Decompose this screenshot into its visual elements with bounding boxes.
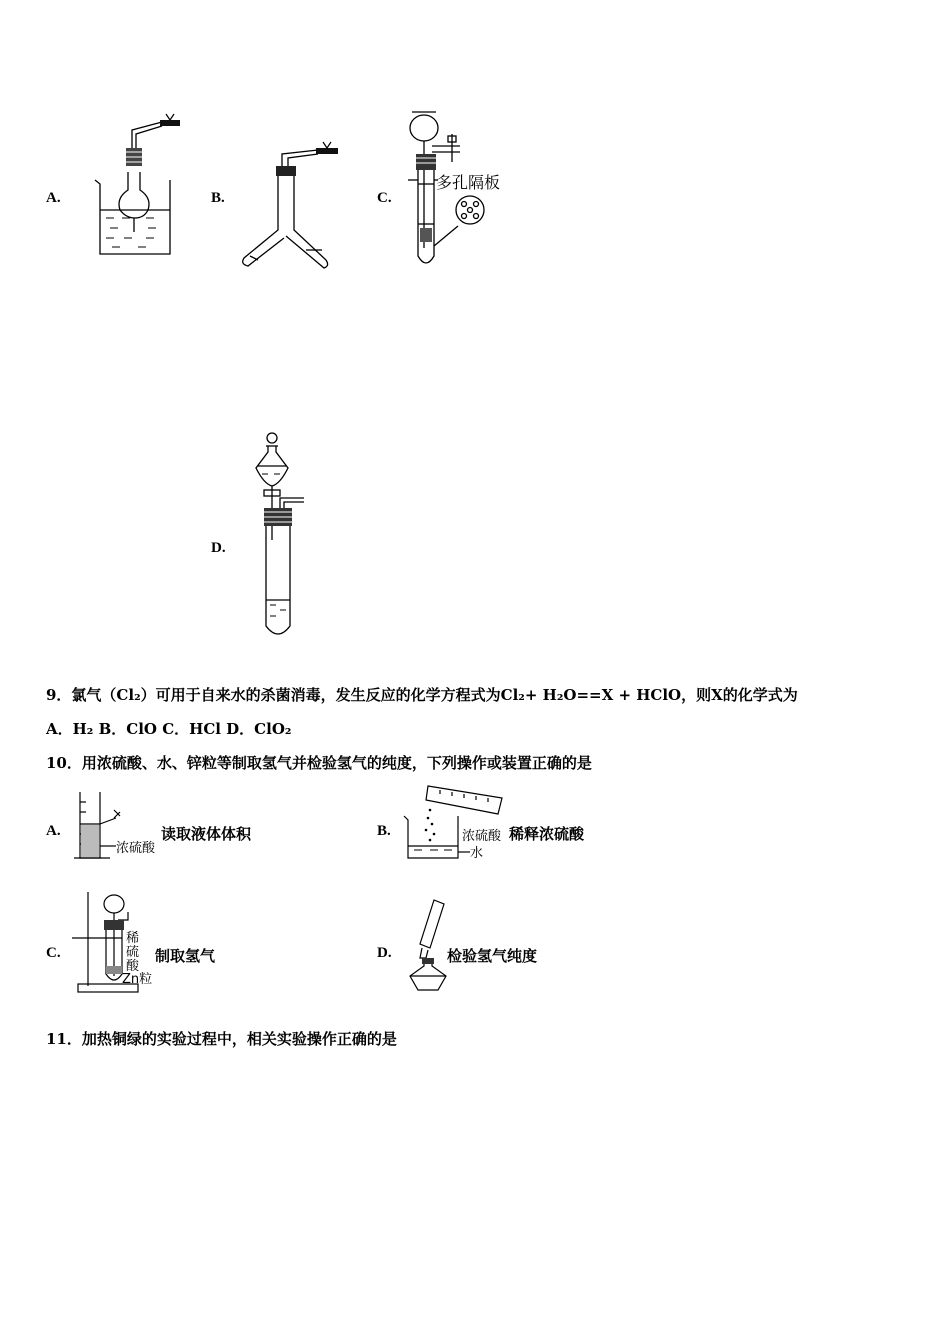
q10-option-c-label: C. xyxy=(46,945,61,961)
c-dilute-tag-2: 硫 xyxy=(126,945,140,960)
perforated-plate-label: 多孔隔板 xyxy=(436,173,501,192)
option-a-label: A. xyxy=(46,190,61,206)
y-tube-figure xyxy=(238,140,358,270)
q10-option-a-label: A. xyxy=(46,823,61,839)
q10-c-caption: 制取氢气 xyxy=(155,947,216,965)
option-d-label: D. xyxy=(211,540,226,556)
c-dilute-tag-1: 稀 xyxy=(126,931,140,946)
question-10-stem: 10．用浓硫酸、水、锌粒等制取氢气并检验氢气的纯度，下列操作或装置正确的是 xyxy=(46,754,592,772)
q10-d-caption: 检验氢气纯度 xyxy=(447,947,538,965)
dilution-figure xyxy=(400,780,510,862)
q10-option-d-label: D. xyxy=(377,945,392,961)
separatory-funnel-tube-figure xyxy=(240,430,320,642)
q10-option-b-label: B. xyxy=(377,823,391,839)
c-zinc-tag: Zn粒 xyxy=(122,972,153,987)
question-11-stem: 11．加热铜绿的实验过程中，相关实验操作正确的是 xyxy=(46,1030,397,1048)
conc-sulfuric-acid-tag: 浓硫酸 xyxy=(116,841,156,856)
b-water-tag: 水 xyxy=(470,846,484,861)
q10-b-caption: 稀释浓硫酸 xyxy=(509,825,585,843)
question-9-options: A．H₂ B．ClO C．HCl D．ClO₂ xyxy=(46,720,292,738)
option-c-label: C. xyxy=(377,190,392,206)
apparatus-a-figure xyxy=(90,110,180,260)
question-9-stem: 9．氯气（Cl₂）可用于自来水的杀菌消毒，发生反应的化学方程式为Cl₂+ H₂O==X + HClO，则X的化学式为 xyxy=(46,686,798,704)
graduated-cylinder-figure xyxy=(70,788,162,862)
option-b-label: B. xyxy=(211,190,225,206)
c-dilute-tag-3: 酸 xyxy=(126,959,140,974)
q10-a-caption: 读取液体体积 xyxy=(161,825,252,843)
kipp-tube-figure xyxy=(400,108,520,270)
b-conc-acid-tag: 浓硫酸 xyxy=(462,829,502,844)
hydrogen-generator-figure xyxy=(72,890,158,996)
